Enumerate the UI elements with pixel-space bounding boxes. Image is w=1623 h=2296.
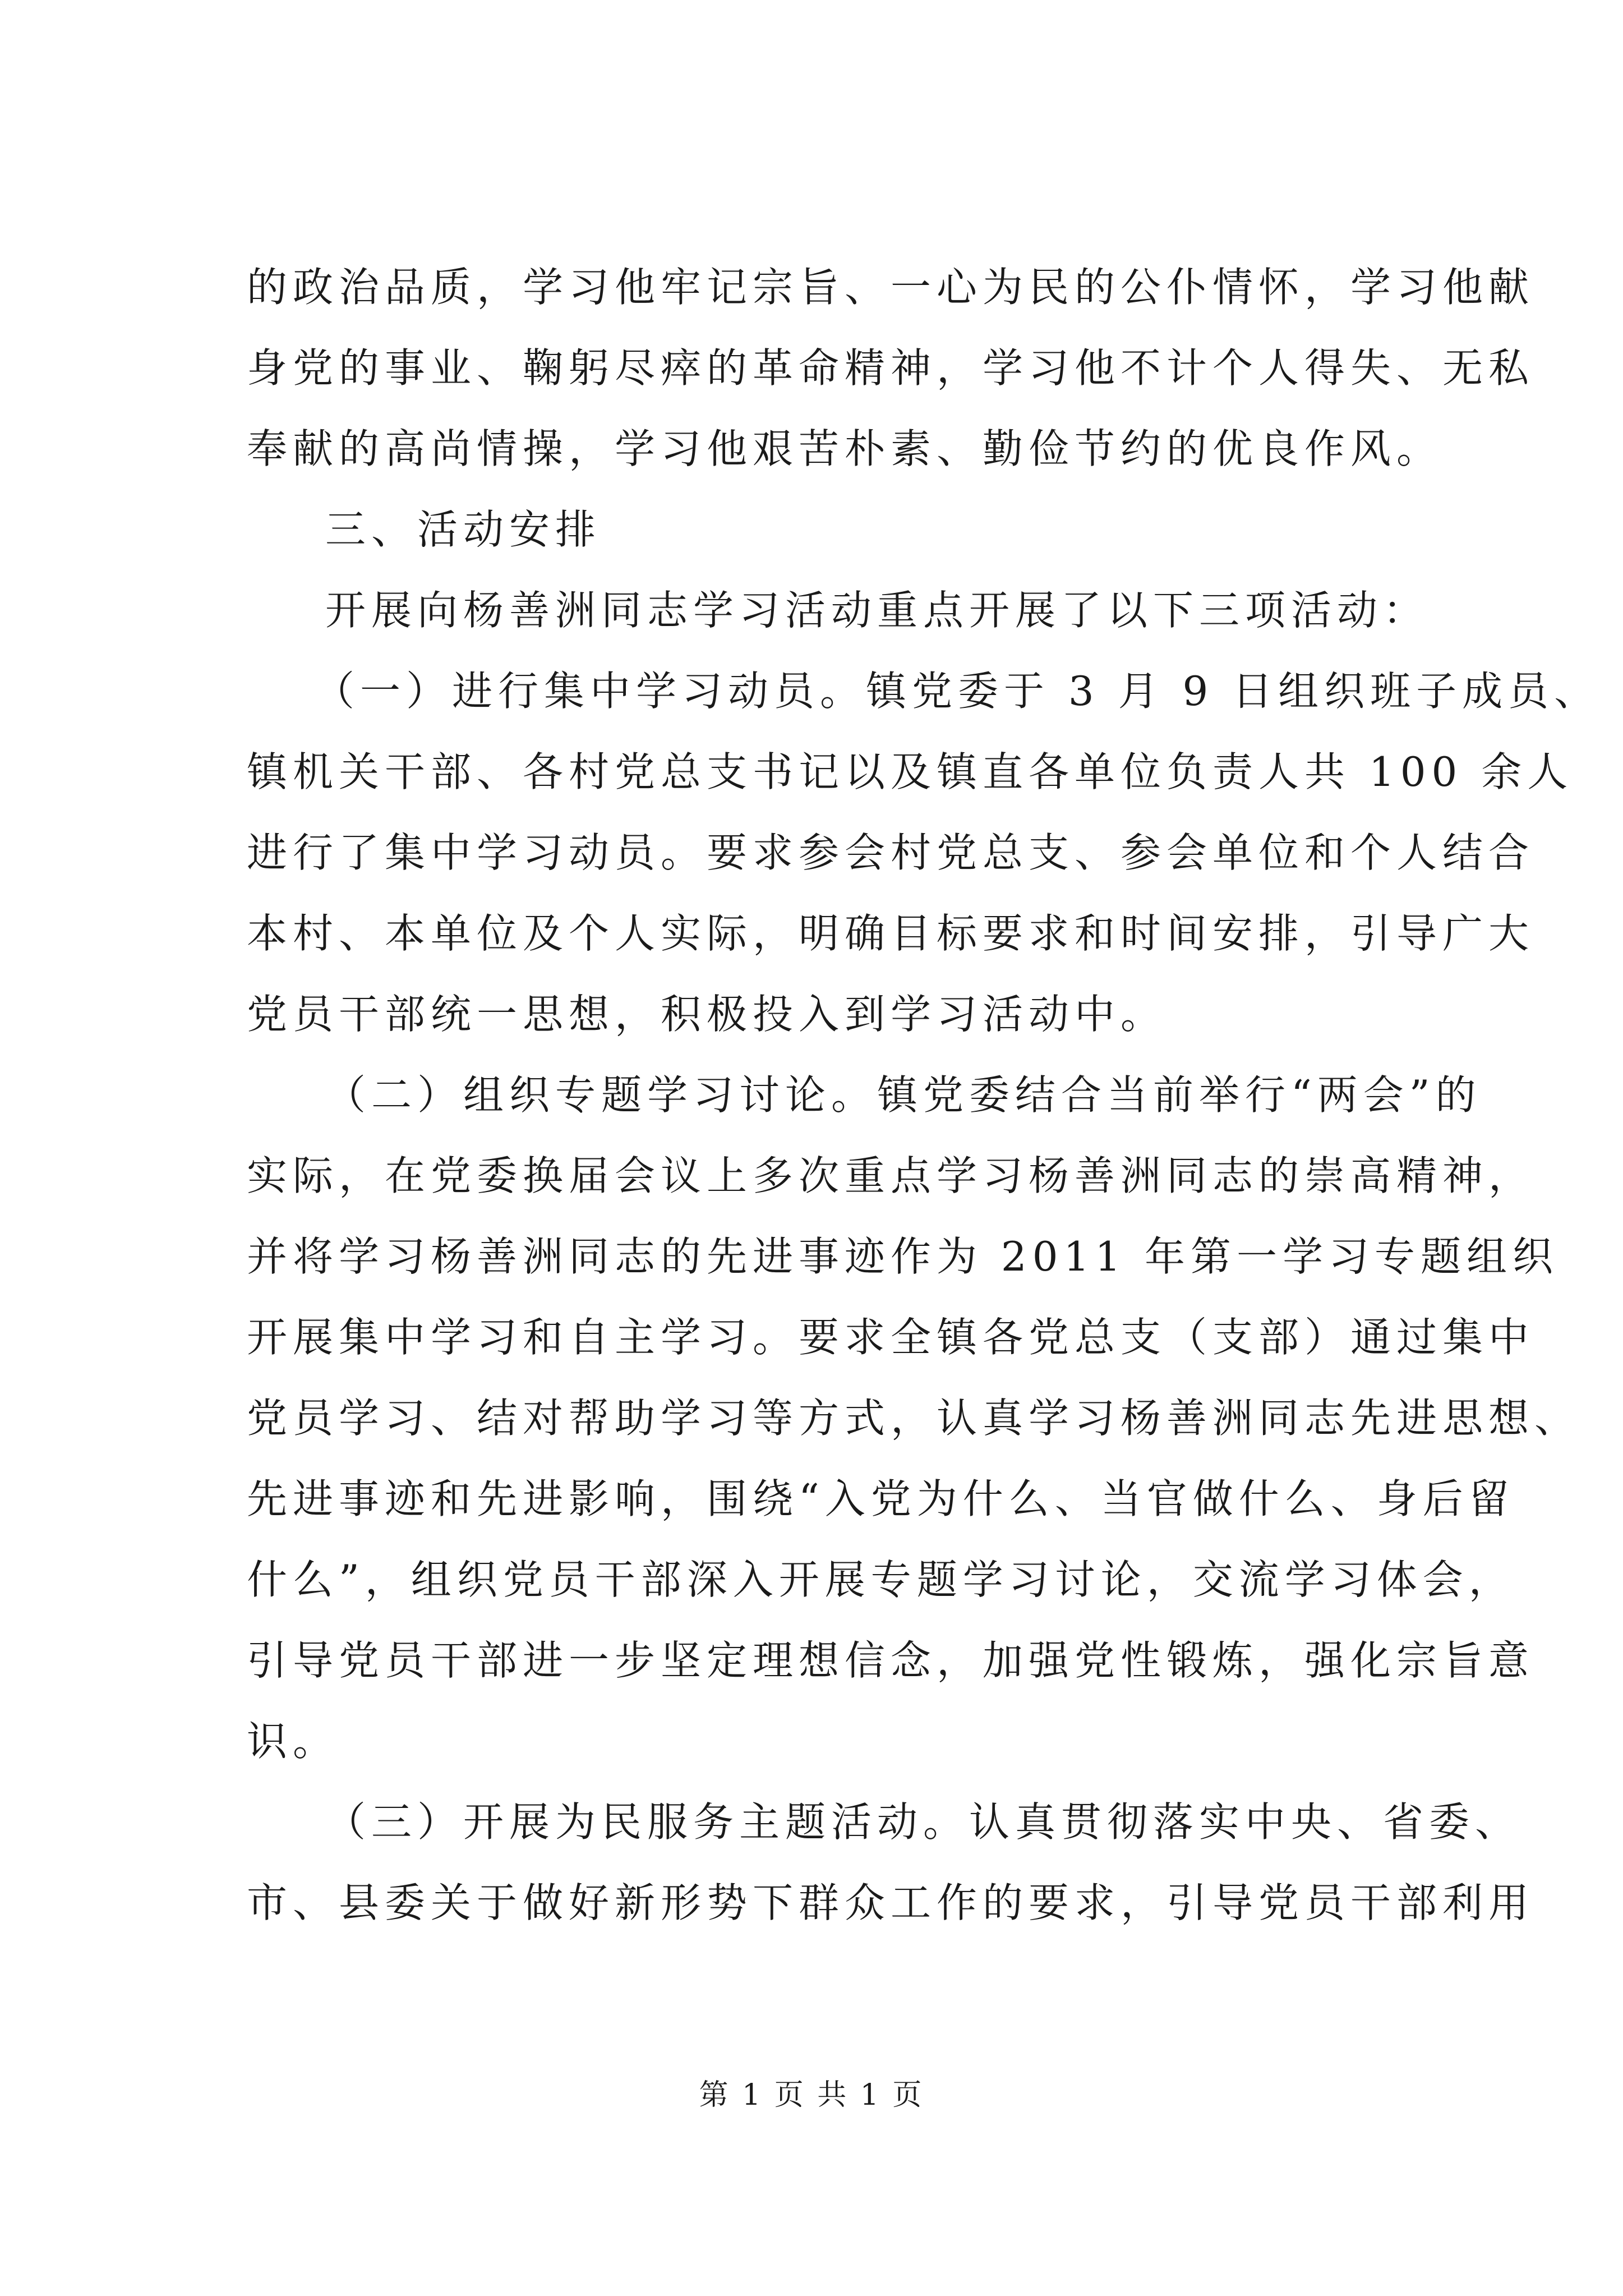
body-line: 实际，在党委换届会议上多次重点学习杨善洲同志的崇高精神， [247, 1152, 1535, 1199]
page-number-footer: 第 1 页 共 1 页 [699, 2078, 924, 2112]
body-line: 识。 [247, 1718, 339, 1765]
body-line: 先进事迹和先进影响，围绕“入党为什么、当官做什么、身后留 [247, 1475, 1515, 1522]
body-line: 开展集中学习和自主学习。要求全镇各党总支（支部）通过集中 [247, 1314, 1535, 1361]
body-line: 什么”，组织党员干部深入开展专题学习讨论，交流学习体会， [247, 1556, 1515, 1603]
body-line: （一）进行集中学习动员。镇党委于 3 月 9 日组织班子成员、 [314, 668, 1601, 715]
body-line: 镇机关干部、各村党总支书记以及镇直各单位负责人共 100 余人 [247, 748, 1574, 795]
body-line: 的政治品质，学习他牢记宗旨、一心为民的公仆情怀，学习他献 [247, 264, 1535, 311]
body-line: 身党的事业、鞠躬尽瘁的革命精神，学习他不计个人得失、无私 [247, 344, 1535, 392]
body-line: （二）组织专题学习讨论。镇党委结合当前举行“两会”的 [325, 1071, 1482, 1119]
body-line: 党员学习、结对帮助学习等方式，认真学习杨善洲同志先进思想、 [247, 1395, 1581, 1442]
body-line: 开展向杨善洲同志学习活动重点开展了以下三项活动： [325, 587, 1430, 634]
body-line: 引导党员干部进一步坚定理想信念，加强党性锻炼，强化宗旨意 [247, 1637, 1535, 1684]
body-line: 党员干部统一思想，积极投入到学习活动中。 [247, 991, 1167, 1038]
section-heading: 三、活动安排 [325, 506, 602, 553]
body-line: 奉献的高尚情操，学习他艰苦朴素、勤俭节约的优良作风。 [247, 425, 1443, 472]
body-line: （三）开展为民服务主题活动。认真贯彻落实中央、省委、 [325, 1798, 1521, 1846]
body-line: 本村、本单位及个人实际，明确目标要求和时间安排，引导广大 [247, 910, 1535, 957]
body-line: 市、县委关于做好新形势下群众工作的要求，引导党员干部利用 [247, 1879, 1535, 1926]
body-line: 并将学习杨善洲同志的先进事迹作为 2011 年第一学习专题组织 [247, 1233, 1559, 1280]
body-line: 进行了集中学习动员。要求参会村党总支、参会单位和个人结合 [247, 829, 1535, 876]
document-body [247, 247, 1601, 1943]
